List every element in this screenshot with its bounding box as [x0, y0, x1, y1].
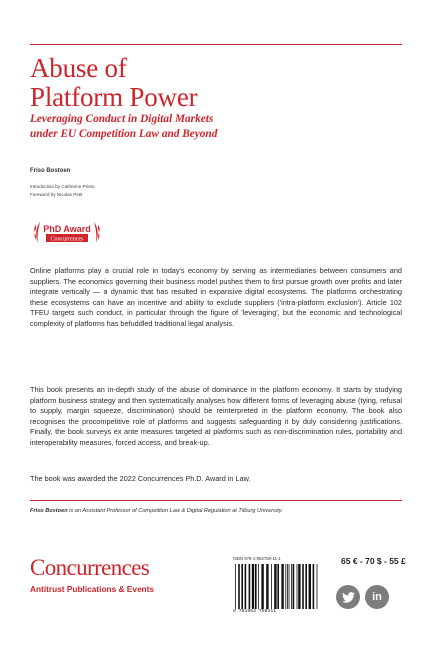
barcode [233, 564, 324, 609]
barcode-bar [271, 564, 272, 609]
barcode-bar [302, 564, 304, 609]
barcode-bar [293, 564, 295, 609]
barcode-bar [261, 564, 263, 609]
bio-author-name: Friso Bostoen [30, 508, 68, 514]
award-badge-line-2: Concurrences [50, 236, 84, 243]
bio-divider [30, 500, 402, 501]
barcode-bar [252, 564, 254, 609]
title-line-2: Platform Power [30, 82, 198, 112]
price-label: 65 € - 70 $ - 55 £ [341, 556, 406, 566]
description-paragraph-2: This book presents an in-depth study of the abuse of dominance in the platform economy. It starts by studying platform business strategy and then systematically analyses how different forms of leveraging abuse (tying, refusal to supply, margin squeeze, discrimination) should be reinterpreted in the platform economy. The book also recognises the procompetitive role of platforms and suggests safeguarding it by duly considering justifications. Finally, the book surveys ex ante measures targeted at platforms such as non-discrimination rules, portability and interoperability measures, forced access, and break-up. [30, 385, 402, 447]
barcode-bar [281, 564, 283, 609]
twitter-bird-glyph [342, 592, 355, 603]
subtitle-line-2: under EU Competition Law and Beyond [30, 128, 218, 140]
author-name: Friso Bostoen [30, 168, 71, 174]
barcode-bar [249, 564, 251, 609]
isbn-barcode-block [231, 556, 324, 619]
subtitle-line-1: Leveraging Conduct in Digital Markets [30, 113, 214, 125]
award-badge-line-1: PhD Award [43, 224, 91, 234]
description-paragraph-3: The book was awarded the 2022 Concurrences Ph.D. Award in Law. [30, 474, 251, 483]
barcode-bar [274, 564, 276, 609]
twitter-icon[interactable] [336, 585, 360, 609]
barcode-bar [285, 564, 286, 609]
barcode-bar [258, 564, 259, 609]
book-subtitle [30, 112, 410, 142]
barcode-bar [317, 564, 318, 609]
barcode-bar [235, 564, 236, 609]
foreword-credit: Foreword by Nicolas Petit [30, 192, 83, 197]
title-line-1: Abuse of [30, 53, 127, 83]
barcode-bar [309, 564, 311, 609]
barcode-bar [266, 564, 268, 609]
barcode-bar [289, 564, 290, 609]
barcode-bar [291, 564, 292, 609]
barcode-bar [313, 564, 315, 609]
barcode-bar [255, 564, 257, 609]
isbn-text: ISBN 978-1-954750-11-1 [233, 556, 281, 561]
barcode-bar [241, 564, 243, 609]
barcode-bar [277, 564, 279, 609]
barcode-bar [305, 564, 307, 609]
publisher-logo: Concurrences [30, 555, 150, 580]
phd-award-badge [34, 219, 100, 249]
barcode-bar [238, 564, 240, 609]
bio-text: is an Assistant Professor of Competition Law & Digital Regulation at Tilburg University. [67, 508, 283, 514]
top-divider [30, 44, 402, 45]
book-title [30, 54, 410, 112]
isbn-digits: 9 781954 750111 [233, 609, 277, 614]
introduction-credit: Introduction by Catherine Prieto [30, 184, 95, 189]
barcode-bar [287, 564, 288, 609]
barcode-bar [297, 564, 298, 609]
barcode-bar [298, 564, 300, 609]
barcode-bar [245, 564, 247, 609]
publisher-tagline: Antitrust Publications & Events [30, 584, 155, 594]
description-paragraph-1: Online platforms play a crucial role in today's economy by serving as intermediaries between consumers and suppliers. The economics governing their business model pushes them to first pursue growth over profits and later integrate vertically — a dynamic that has resulted in expansive digital ecosystems. The platforms orchestrating these ecosystems can have an incentive and ability to exclude suppliers ('intra-platform exclusion'). Article 102 TFEU targets such conduct, in particular through the figure of 'leveraging', but the economic and technological complexity of platforms has befuddled traditional legal analysis. [30, 266, 402, 328]
author-bio [30, 508, 410, 514]
linkedin-icon[interactable]: in [365, 585, 389, 609]
